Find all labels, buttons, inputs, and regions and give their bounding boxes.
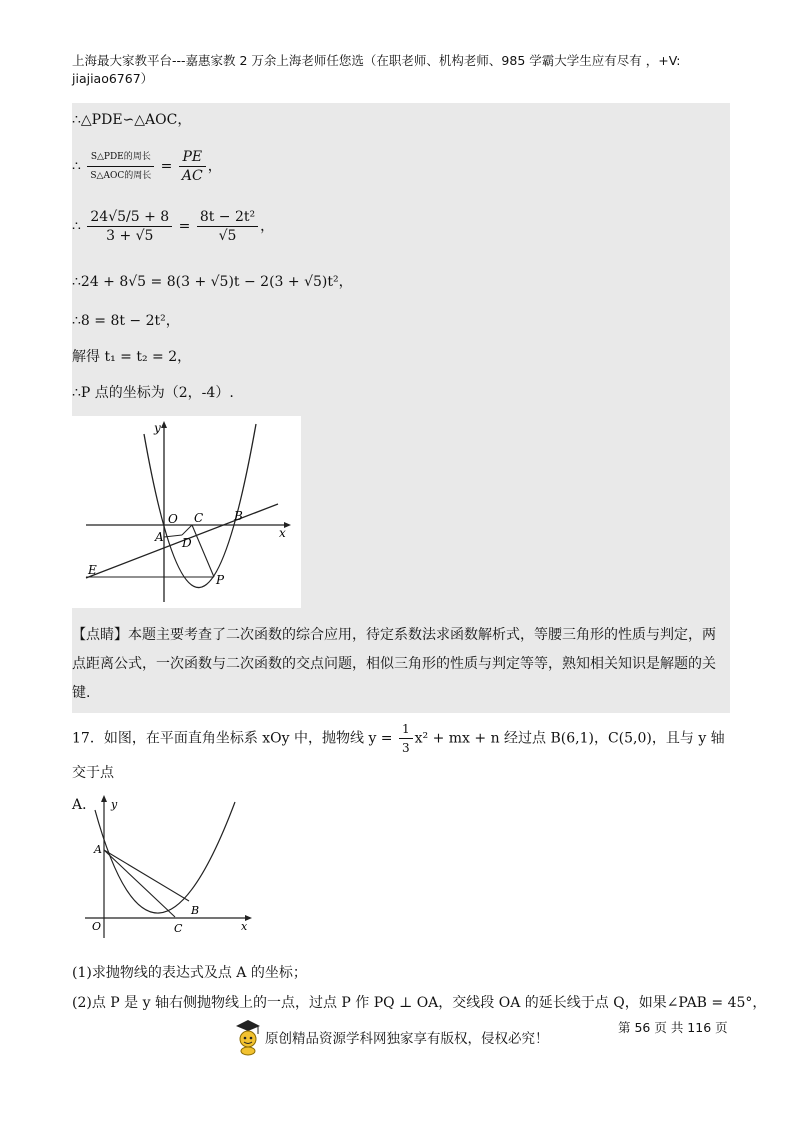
q17-frac-den: 3 [402,741,410,755]
ratio-rhs-numerator: PE [179,148,206,167]
fig2-label-B: B [191,904,200,917]
subquestion-2: (2)点 P 是 y 轴右侧抛物线上的一点，过点 P 作 PQ ⊥ OA，交线段 OA 的延长线于点 Q，如果∠PAB = 45°， [72,995,767,1011]
figure-parabola-1 [72,416,301,608]
solution-step3: ∴ $\frac{24√5/5 + 8}{3 + √5}$ = $\frac{\text{8t − 2t²}}{√5}$ ， [72,209,275,244]
header-line-1: 上海最大家教平台---嘉惠家教 2 万余上海老师任您选（在职老师、机构老师、985 学霸大学生应有尽有 ，+V: [72,53,681,68]
page-number: 第 56 页 共 116 页 [618,1020,728,1035]
figure-1-svg [72,416,301,608]
solution-conclusion: ∴P 点的坐标为（2，-4）. [72,385,234,401]
solution-step6: 解得 t₁ = t₂ = 2， [72,349,192,365]
solution-ratio: ∴ $\frac{\text{S△PDE的周长}}{\text{S△AOC的周长}}$ = $\frac{PE}{AC}$ ， [72,149,222,184]
header-line-2: jiajiao6767） [72,71,154,86]
fig2-label-O: O [92,920,102,933]
fig2-label-y: y [111,798,118,811]
ratio-numerator: S△PDE的周长 [87,148,154,167]
q17-text-b: x² + mx + n 经过点 B(6,1)，C(5,0)，且与 y 轴交于点 [72,730,725,781]
page-header [72,52,732,88]
figure-2-svg [85,790,260,940]
footer-copyright [233,1018,549,1056]
ratio-rhs-denominator: AC [181,168,203,184]
q17-text-line2: A． [72,797,97,813]
fig2-label-x: x [241,920,248,933]
figure-parabola-2 [85,790,260,940]
fig1-label-O: O [168,512,178,526]
fig1-label-P: P [216,573,225,587]
step3-lhs-bottom: 3 + √5 [106,228,154,244]
fig1-label-E: E [88,563,97,577]
fig1-label-C: C [194,511,204,525]
fig1-label-A: A [155,530,164,544]
subquestion-1: (1)求抛物线的表达式及点 A 的坐标； [72,965,307,981]
copyright-text: 原创精品资源学科网独家享有版权，侵权必究！ [265,1031,549,1047]
step3-rhs-den: √5 [218,228,237,244]
fig2-label-C: C [174,922,183,935]
step3-lhs-top: 24√5/5 + 8 [87,208,172,227]
q17-text-a: 17．如图，在平面直角坐标系 xOy 中，抛物线 y = [72,730,397,747]
mascot-icon [233,1018,263,1056]
fig1-label-B: B [234,509,243,523]
key-point-note: 【点睛】本题主要考查了二次函数的综合应用，待定系数法求函数解析式，等腰三角形的性质与判定，两点距离公式，一次函数与二次函数的交点问题，相似三角形的性质与判定等等，熟知相关知识是解题的关键. [72,627,716,701]
ratio-denominator: S△AOC的周长 [90,171,152,181]
q17-frac-num: 1 [399,720,413,739]
fig1-label-D: D [182,536,192,550]
fig1-label-x: x [279,526,286,540]
solution-similar: ∴△PDE∽△AOC， [72,112,192,128]
fig2-label-A: A [94,843,102,856]
step3-rhs-num: 8t − 2t² [197,208,258,227]
fig1-label-y: y [154,421,161,435]
solution-step4: ∴24 + 8√5 = 8(3 + √5)t − 2(3 + √5)t²， [72,274,353,290]
solution-step5: ∴8 = 8t − 2t²， [72,313,180,329]
